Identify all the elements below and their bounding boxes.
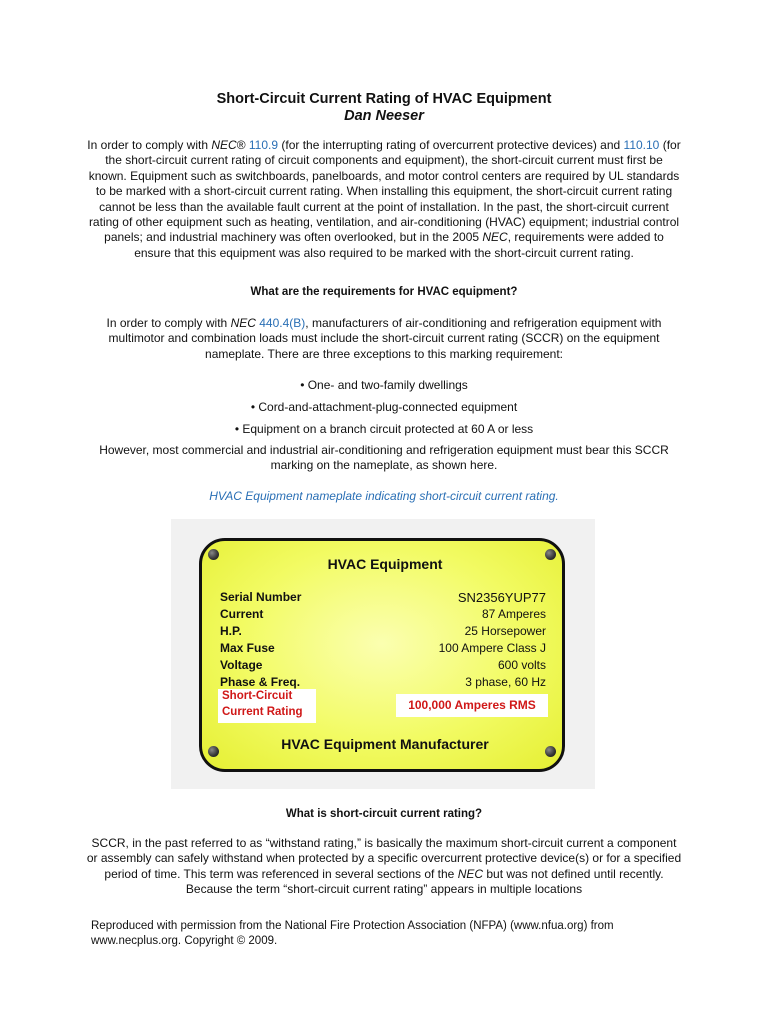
nameplate-label: Max Fuse <box>220 641 275 655</box>
nameplate-value: 100 Ampere Class J <box>438 641 546 655</box>
nameplate-value: 25 Horsepower <box>464 624 546 638</box>
requirements-paragraph <box>86 316 682 362</box>
sccr-label-box <box>218 689 316 723</box>
nameplate-value: 87 Amperes <box>481 607 546 621</box>
nameplate-label: Current <box>220 607 264 621</box>
link-110-9[interactable]: 110.9 <box>248 138 279 152</box>
marking-paragraph: However, most commercial and industrial air-conditioning and refrigeration equipment must bear this SCCR marking on the nameplate, as shown here. <box>99 443 669 473</box>
nameplate-row <box>202 624 568 641</box>
nameplate-row <box>202 658 568 675</box>
nameplate-row <box>202 607 568 624</box>
nameplate-manufacturer: HVAC Equipment Manufacturer <box>281 736 489 752</box>
nameplate-caption: HVAC Equipment nameplate indicating short-circuit current rating. <box>209 489 559 503</box>
nameplate-value: 600 volts <box>497 658 546 672</box>
link-440-4b[interactable]: 440.4(B) <box>259 316 306 330</box>
nameplate-row <box>202 641 568 658</box>
sccr-paragraph <box>86 836 682 898</box>
section-heading-sccr: What is short-circuit current rating? <box>285 808 483 820</box>
nameplate-value: SN2356YUP77 <box>457 590 546 605</box>
document-title: Short-Circuit Current Rating of HVAC Equipment <box>216 91 552 107</box>
link-110-10[interactable]: 110.10 <box>623 138 660 152</box>
exception-bullet: • One- and two-family dwellings <box>300 378 468 392</box>
text-run: In order to comply with <box>87 138 212 152</box>
sccr-value: 100,000 Amperes RMS <box>408 698 536 712</box>
author-name: Dan Neeser <box>344 108 424 124</box>
text-run: , manufacturers of air-conditioning and refrigeration equipment with multimotor and combination loads must include the short-circuit current rating (SCCR) on the equipment nameplate. There are three exceptions to this marking requirement: <box>108 316 662 361</box>
exception-bullet: • Cord-and-attachment-plug-connected equipment <box>250 400 518 414</box>
nec-italic: NEC <box>482 230 508 245</box>
nec-italic: NEC <box>230 316 256 330</box>
nameplate-label: H.P. <box>220 624 242 638</box>
text-run: SCCR, in the past referred to as “withstand rating,” is basically the maximum short-circuit current a component or assembly can safely withstand when protected by a specific overcurrent protective device(s) or for a specified period of time. This term was referenced in several sections of the <box>86 836 682 881</box>
intro-paragraph <box>86 138 682 261</box>
text-run: , requirements were added to ensure that this equipment was also required to be marked with the short-circuit current rating. <box>134 230 664 260</box>
sccr-label-line2: Current Rating <box>222 706 303 718</box>
copyright-footer: Reproduced with permission from the National Fire Protection Association (NFPA) (www.nfua.org) from www.necplus.org. Copyright © 2009. <box>91 920 614 947</box>
nameplate-label: Serial Number <box>220 590 302 604</box>
section-heading-requirements: What are the requirements for HVAC equipment? <box>250 286 518 298</box>
exception-bullet: • Equipment on a branch circuit protected at 60 A or less <box>234 422 534 436</box>
text-run: (for the short-circuit current rating of circuit components and equipment), the short-circuit current must first be known. Equipment such as switchboards, panelboards, and motor control centers are required by UL standards to be marked with a short-circuit current rating. When installing this equipment, the short-circuit current rating cannot be less than the available fault current at the point of installation. In the past, the short-circuit current rating of other equipment such as heating, ventilation, and air-conditioning (HVAC) equipment; industrial control panels; and industrial machinery was often overlooked, but in the 2005 <box>88 138 681 245</box>
text-run: but was not defined until recently. Because the term “short-circuit current rating” appears in multiple locations <box>185 866 664 897</box>
nameplate-label: Phase & Freq. <box>220 675 301 689</box>
text-run: (for the interrupting rating of overcurrent protective devices) and <box>278 138 624 152</box>
sccr-value-box <box>396 694 548 717</box>
nec-italic: NEC <box>211 138 237 152</box>
sccr-label-line1: Short-Circuit <box>222 690 293 702</box>
text-run: In order to comply with <box>106 316 231 330</box>
nameplate-row <box>202 590 568 607</box>
nameplate-title: HVAC Equipment <box>327 556 443 572</box>
nameplate-label: Voltage <box>220 658 263 672</box>
nec-italic: NEC <box>457 866 484 881</box>
hvac-nameplate <box>199 538 565 772</box>
registered-mark: ® <box>236 138 249 152</box>
nameplate-value: 3 phase, 60 Hz <box>465 675 546 689</box>
